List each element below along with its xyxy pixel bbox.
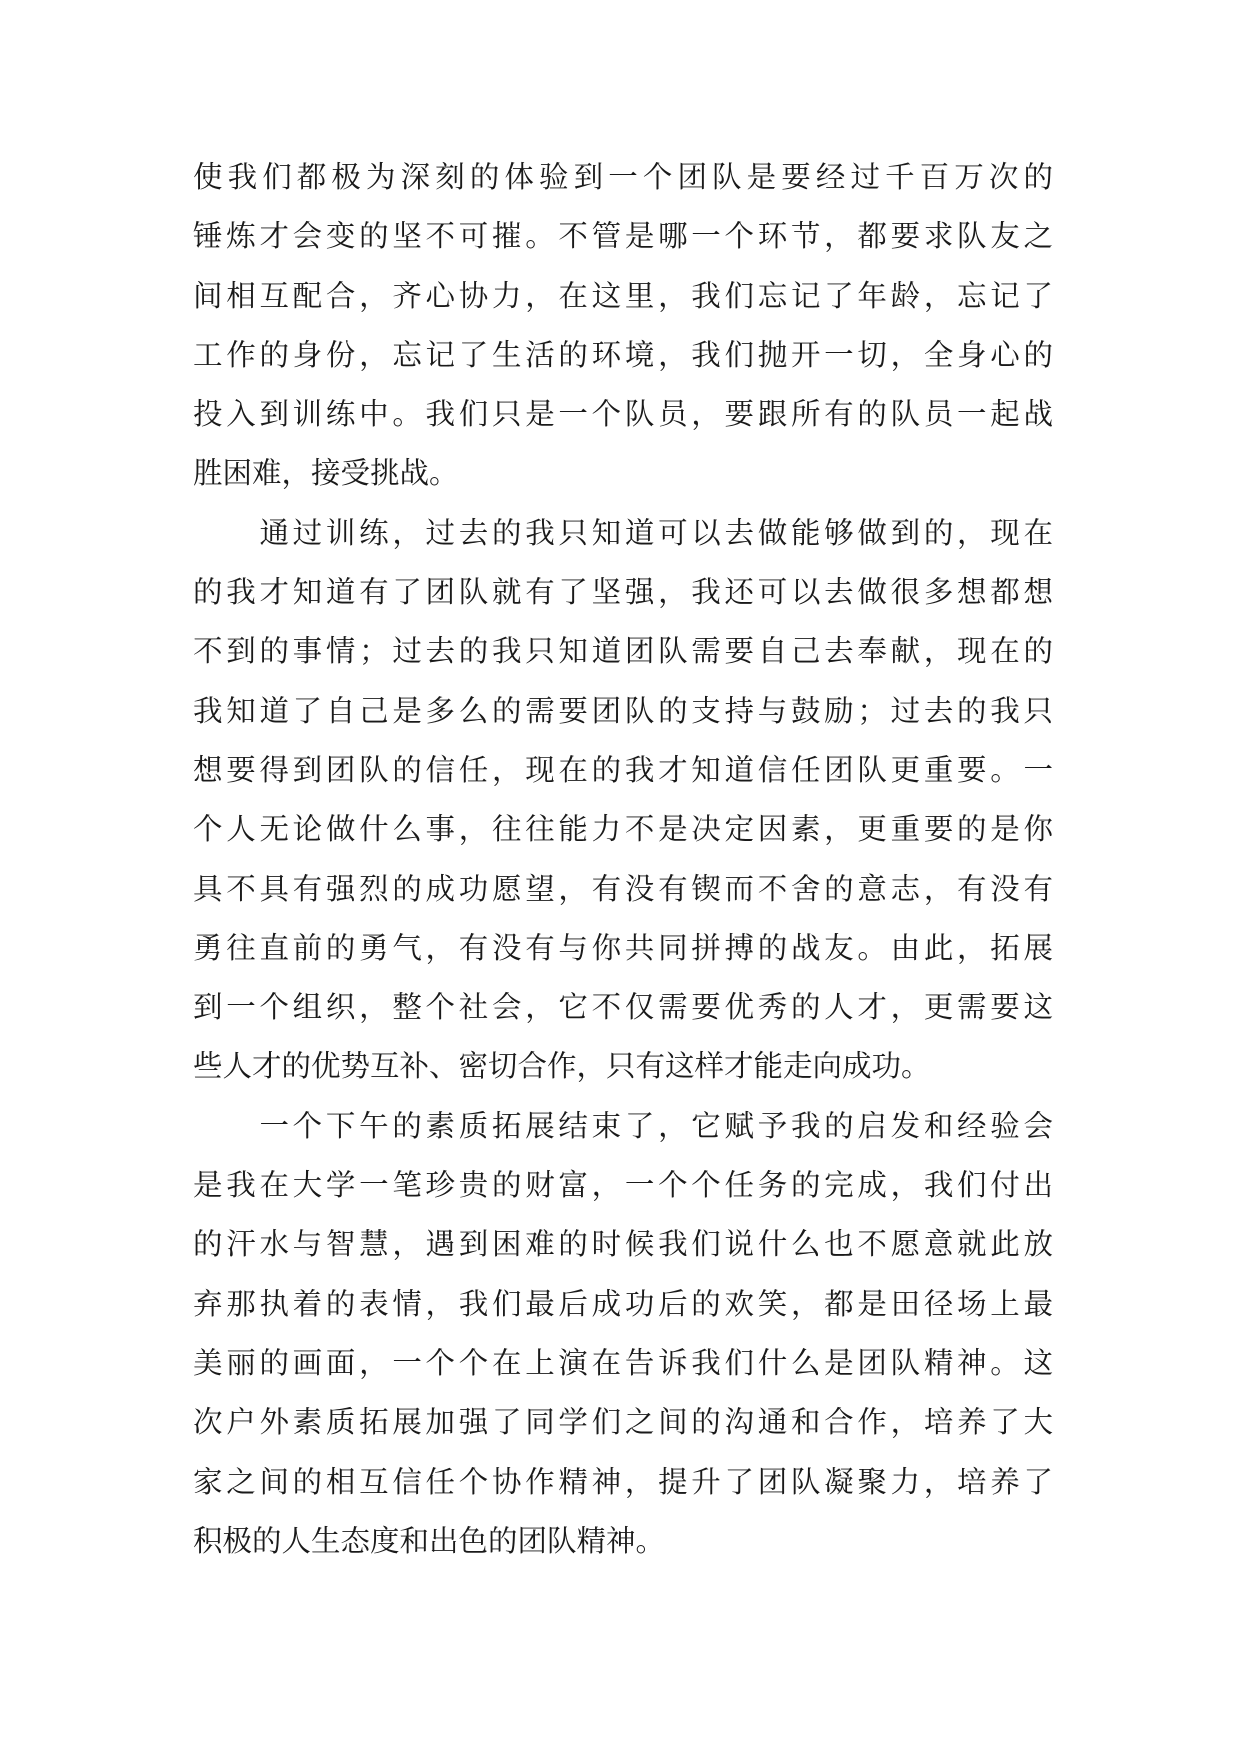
text-line: 美丽的画面，一个个在上演在告诉我们什么是团队精神。这 [193,1345,1053,1380]
text-line: 勇往直前的勇气，有没有与你共同拼搏的战友。由此，拓展 [193,930,1053,965]
text-line: 间相互配合，齐心协力，在这里，我们忘记了年龄，忘记了 [193,278,1053,313]
text-line: 锤炼才会变的坚不可摧。不管是哪一个环节，都要求队友之 [193,219,1053,254]
text-line: 通过训练，过去的我只知道可以去做能够做到的，现在 [193,515,1053,550]
text-line: 的我才知道有了团队就有了坚强，我还可以去做很多想都想 [193,575,1053,610]
text-line: 家之间的相互信任个协作精神，提升了团队凝聚力，培养了 [193,1464,1053,1499]
text-line: 我知道了自己是多么的需要团队的支持与鼓励；过去的我只 [193,693,1053,728]
document-page [193,148,1053,1571]
text-line: 次户外素质拓展加强了同学们之间的沟通和合作，培养了大 [193,1405,1053,1440]
text-line: 一个下午的素质拓展结束了，它赋予我的启发和经验会 [193,1108,1053,1143]
text-line: 投入到训练中。我们只是一个队员，要跟所有的队员一起战 [193,397,1053,432]
text-line: 个人无论做什么事，往往能力不是决定因素，更重要的是你 [193,812,1053,847]
text-line: 想要得到团队的信任，现在的我才知道信任团队更重要。一 [193,752,1053,787]
text-line: 胜困难，接受挑战。 [193,456,459,491]
text-line: 是我在大学一笔珍贵的财富，一个个任务的完成，我们付出 [193,1168,1053,1203]
text-line: 具不具有强烈的成功愿望，有没有锲而不舍的意志，有没有 [193,871,1053,906]
text-line: 的汗水与智慧，遇到困难的时候我们说什么也不愿意就此放 [193,1227,1053,1262]
text-line: 使我们都极为深刻的体验到一个团队是要经过千百万次的 [193,160,1053,194]
text-line: 积极的人生态度和出色的团队精神。 [193,1523,666,1558]
text-line: 工作的身份，忘记了生活的环境，我们抛开一切，全身心的 [193,337,1053,372]
text-line: 些人才的优势互补、密切合作，只有这样才能走向成功。 [193,1049,931,1084]
text-line: 不到的事情；过去的我只知道团队需要自己去奉献，现在的 [193,634,1053,669]
text-line: 弃那执着的表情，我们最后成功后的欢笑，都是田径场上最 [193,1286,1053,1321]
text-line: 到一个组织，整个社会，它不仅需要优秀的人才，更需要这 [193,990,1053,1025]
